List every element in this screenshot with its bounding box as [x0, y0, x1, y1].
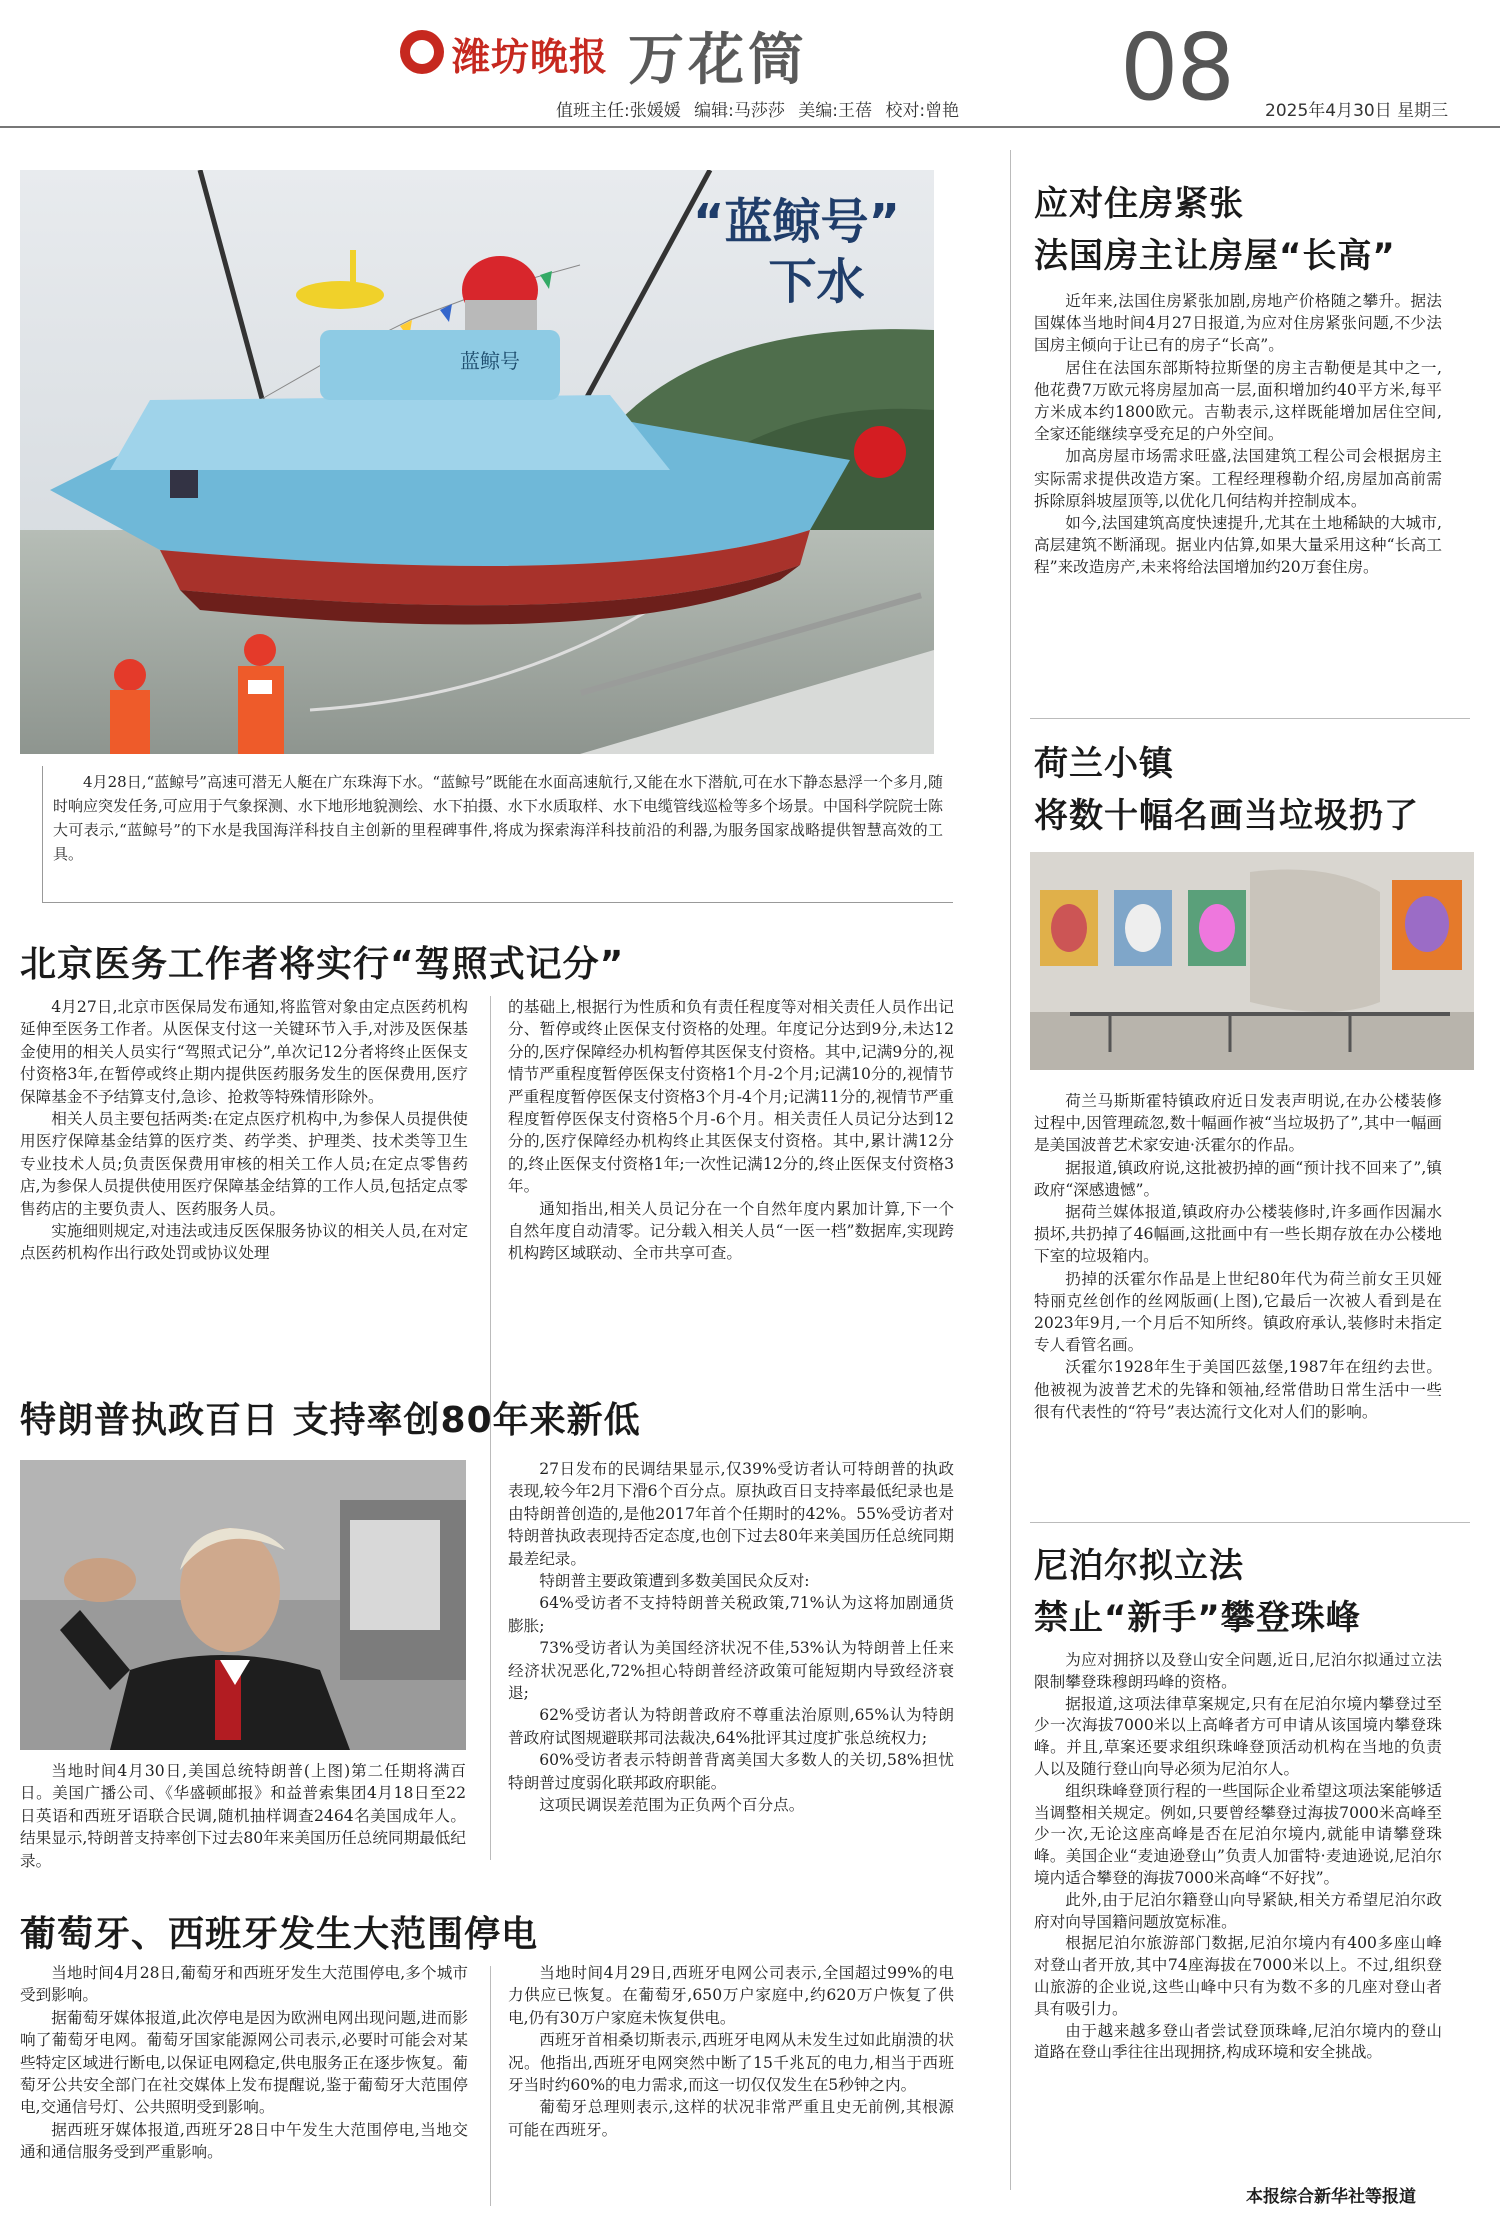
blackout-paragraph: 当地时间4月29日,西班牙电网公司表示,全国超过99%的电力供应已恢复。在葡萄牙,650万户家庭中,约620万户恢复了供电,仍有30万户家庭未恢复供电。 — [508, 1964, 954, 2027]
nepal-title-line1: 尼泊尔拟立法 — [1034, 1546, 1244, 1586]
france-title-line2: 法国房主让房屋“长高” — [1034, 236, 1396, 276]
trump-paragraph: 64%受访者不支持特朗普关税政策,71%认为这将加剧通货膨胀; — [508, 1594, 954, 1635]
newspaper-name: 潍坊晚报 — [452, 35, 609, 79]
dutch-paragraph: 扔掉的沃霍尔作品是上世纪80年代为荷兰前女王贝娅特丽克丝创作的丝网版画(上图),它最后一次被人看到是在2023年9月,一个月后不知所终。镇政府承认,装修时未指定专人看管名画。 — [1034, 1269, 1442, 1355]
france-title-line1: 应对住房紧张 — [1034, 184, 1244, 224]
trump-paragraph: 73%受访者认为美国经济状况不佳,53%认为特朗普上任来经济状况恶化,72%担心特朗普经济政策可能短期内导致经济衰退; — [508, 1639, 954, 1703]
nepal-paragraph: 由于越来越多登山者尝试登顶珠峰,尼泊尔境内的登山道路在登山季往往出现拥挤,构成环境和安全挑战。 — [1034, 2021, 1442, 2062]
blackout-paragraph: 葡萄牙总理则表示,这样的状况非常严重且史无前例,其根源可能在西班牙。 — [508, 2098, 954, 2139]
trump-article-col1 — [20, 1760, 466, 1872]
nepal-paragraph: 此外,由于尼泊尔籍登山向导紧缺,相关方希望尼泊尔政府对向导国籍问题放宽标准。 — [1034, 1890, 1442, 1931]
blue-whale-caption — [42, 766, 953, 903]
dutch-article-body — [1034, 1090, 1442, 1423]
trump-paragraph: 60%受访者表示特朗普背离美国大多数人的关切,58%担忧特朗普过度弱化联邦政府职能。 — [508, 1751, 954, 1792]
nepal-paragraph: 据报道,这项法律草案规定,只有在尼泊尔境内攀登过至少一次海拔7000米以上高峰者方可申请从该国境内攀登珠峰。并且,草案还要求组织珠峰登顶活动机构在当地的负责人以及随行登山向导必须为尼泊尔人。 — [1034, 1694, 1442, 1778]
right-column-divider — [1010, 150, 1011, 2190]
medical-article-title: 北京医务工作者将实行“驾照式记分” — [20, 944, 625, 985]
trump-paragraph: 62%受访者认为特朗普政府不尊重法治原则,65%认为特朗普政府试图规避联邦司法裁决,64%批评其过度扩张总统权力; — [508, 1706, 954, 1747]
dutch-paragraph: 据荷兰媒体报道,镇政府办公楼装修时,许多画作因漏水损坏,共扔掉了46幅画,这批画中有一些长期存放在办公楼地下室的垃圾箱内。 — [1034, 1203, 1442, 1266]
nepal-paragraph: 根据尼泊尔旅游部门数据,尼泊尔境内有400多座山峰对登山者开放,其中74座海拔在7000米以上。不过,组织登山旅游的企业说,这些山峰中只有为数不多的几座对登山者具有吸引力。 — [1034, 1934, 1442, 2018]
gallery-illustration — [1030, 852, 1474, 1070]
trump-paragraph: 27日发布的民调结果显示,仅39%受访者认可特朗普的执政表现,较今年2月下滑6个百分点。原执政百日支持率最低纪录也是由特朗普创造的,是他2017年首个任期时的42%。55%受访者对特朗普执政表现持否定态度,也创下过去80年来美国历任总统同期最差纪录。 — [508, 1460, 954, 1568]
blackout-article-col2 — [508, 1962, 954, 2141]
trump-photo-illustration — [20, 1460, 466, 1750]
dutch-paragraph: 荷兰马斯斯霍特镇政府近日发表声明说,在办公楼装修过程中,因管理疏忽,数十幅画作被“当垃圾扔了”,其中一幅画是美国波普艺术家安迪·沃霍尔的作品。 — [1034, 1092, 1442, 1155]
medical-paragraph: 通知指出,相关人员记分在一个自然年度内累加计算,下一个自然年度自动清零。记分载入相关人员“一医一档”数据库,实现跨机构跨区域联动、全市共享可查。 — [508, 1199, 954, 1263]
france-paragraph: 近年来,法国住房紧张加剧,房地产价格随之攀升。据法国媒体当地时间4月27日报道,为应对住房紧张问题,不少法国房主倾向于让已有的房子“长高”。 — [1034, 292, 1442, 355]
blue-whale-caption-text: 4月28日,“蓝鲸号”高速可潜无人艇在广东珠海下水。“蓝鲸号”既能在水面高速航行,又能在水下潜航,可在水下静态悬浮一个多月,随时响应突发任务,可应用于气象探测、水下地形地貌测绘、水下拍摄、水下水质取样、水下电缆管线巡检等多个场景。中国科学院院士陈大可表示,“蓝鲸号”的下水是我国海洋科技自主创新的里程碑事件,将成为探索海洋科技前沿的利器,为服务国家战略提供智慧高效的工具。 — [53, 773, 943, 863]
blackout-paragraph: 西班牙首相桑切斯表示,西班牙电网从未发生过如此崩溃的状况。他指出,西班牙电网突然中断了15千兆瓦的电力,相当于西班牙当时约60%的电力需求,而这一切仅仅发生在5秒钟之内。 — [508, 2031, 954, 2095]
section-title: 万花筒 — [628, 27, 808, 93]
warhol-gallery-photo — [1030, 852, 1474, 1070]
trump-paragraph: 当地时间4月30日,美国总统特朗普(上图)第二任期将满百日。美国广播公司、《华盛顿邮报》和益普索集团4月18日至22日英语和西班牙语联合民调,随机抽样调查2464名美国成年人。结果显示,特朗普支持率创下过去80年来美国历任总统同期最低纪录。 — [20, 1762, 466, 1870]
trump-article-col2 — [508, 1458, 954, 1817]
france-paragraph: 居住在法国东部斯特拉斯堡的房主吉勒便是其中之一,他花费7万欧元将房屋加高一层,面积增加约40平方米,每平方米成本约1800欧元。吉勒表示,这样既能增加居住空间,全家还能继续享受充足的户外空间。 — [1034, 358, 1442, 444]
page-number: 08 — [1120, 14, 1234, 121]
column-divider — [490, 1460, 491, 1860]
dutch-title-line2: 将数十幅名画当垃圾扔了 — [1034, 796, 1419, 836]
editor-credits: 值班主任:张媛媛 编辑:马莎莎 美编:王蓓 校对:曾艳 — [556, 101, 960, 121]
nepal-article-title — [1034, 1540, 1361, 1644]
france-paragraph: 加高房屋市场需求旺盛,法国建筑工程公司会根据房主实际需求提供改造方案。工程经理穆勒介绍,房屋加高前需拆除原斜坡屋顶等,以优化几何结构并控制成本。 — [1034, 447, 1442, 510]
dutch-paragraph: 沃霍尔1928年生于美国匹兹堡,1987年在纽约去世。他被视为波普艺术的先锋和领袖,经常借助日常生活中一些很有代表性的“符号”表达流行文化对人们的影响。 — [1034, 1358, 1442, 1421]
issue-date: 2025年4月30日 星期三 — [1265, 101, 1449, 121]
france-article-body — [1034, 290, 1442, 579]
masthead-rule — [0, 126, 1500, 128]
dutch-paragraph: 据报道,镇政府说,这批被扔掉的画“预计找不回来了”,镇政府“深感遗憾”。 — [1034, 1158, 1442, 1199]
medical-article-col1 — [20, 996, 468, 1265]
france-paragraph: 如今,法国建筑高度快速提升,尤其在土地稀缺的大城市,高层建筑不断涌现。据业内估算,如果大量采用这种“长高工程”来改造房产,未来将给法国增加约20万套住房。 — [1034, 514, 1442, 577]
blackout-paragraph: 据葡萄牙媒体报道,此次停电是因为欧洲电网出现问题,进而影响了葡萄牙电网。葡萄牙国家能源网公司表示,必要时可能会对某些特定区域进行断电,以保证电网稳定,供电服务正在逐步恢复。葡萄牙公共安全部门在社交媒体上发布提醒说,鉴于葡萄牙大范围停电,交通信号灯、公共照明受到影响。 — [20, 2008, 468, 2117]
hull-name-text: 蓝鲸号 — [460, 351, 520, 373]
medical-paragraph: 的基础上,根据行为性质和负有责任程度等对相关责任人员作出记分、暂停或终止医保支付资格的处理。年度记分达到9分,未达12分的,医疗保障经办机构暂停其医保支付资格。其中,记满9分的,视情节严重程度暂停医保支付资格1个月-2个月;记满10分的,视情节严重程度暂停医保支付资格3个月-4个月;记满11分的,视情节严重程度暂停医保支付资格5个月-6个月。相关责任人员记分达到12分的,医疗保障经办机构终止其医保支付资格。其中,累计满12分的,终止医保支付资格1年;一次性记满12分的,终止医保支付资格3年。 — [508, 998, 954, 1196]
section-divider — [1030, 1522, 1470, 1523]
column-divider — [490, 1966, 491, 2206]
trump-paragraph: 这项民调误差范围为正负两个百分点。 — [539, 1796, 805, 1815]
newspaper-logo-icon — [400, 30, 444, 74]
blackout-paragraph: 据西班牙媒体报道,西班牙28日中午发生大范围停电,当地交通和通信服务受到严重影响。 — [20, 2120, 468, 2162]
nepal-article-body — [1034, 1650, 1442, 2064]
blue-whale-title-line1: “蓝鲸号” — [692, 194, 900, 250]
section-divider — [1030, 718, 1470, 719]
france-article-title — [1034, 178, 1396, 282]
dutch-title-line1: 荷兰小镇 — [1034, 744, 1174, 784]
blackout-paragraph: 当地时间4月28日,葡萄牙和西班牙发生大范围停电,多个城市受到影响。 — [20, 1964, 468, 2005]
blackout-article-col1 — [20, 1962, 468, 2164]
medical-paragraph: 相关人员主要包括两类:在定点医疗机构中,为参保人员提供使用医疗保障基金结算的医疗类、药学类、护理类、技术类等卫生专业技术人员;负责医保费用审核的相关工作人员;在定点零售药店,为参保人员提供使用医疗保障基金结算的工作人员,包括定点零售药店的主要负责人、医药服务人员。 — [20, 1110, 468, 1218]
source-credit: 本报综合新华社等报道 — [1246, 2187, 1416, 2207]
dutch-article-title — [1034, 738, 1419, 842]
trump-article-title-visible: 特朗普执政百日 支持率创80年来新低 — [20, 1400, 641, 1441]
nepal-paragraph: 为应对拥挤以及登山安全问题,近日,尼泊尔拟通过立法限制攀登珠穆朗玛峰的资格。 — [1034, 1651, 1442, 1691]
medical-paragraph: 4月27日,北京市医保局发布通知,将监管对象由定点医药机构延伸至医务工作者。从医保支付这一关键环节入手,对涉及医保基金使用的相关人员实行“驾照式记分”,单次记12分者将终止医保支付资格3年,在暂停或终止期内提供医药服务发生的医保费用,医疗保障基金不予结算支付,急诊、抢救等特殊情形除外。 — [20, 998, 468, 1106]
blue-whale-title-line2: 下水 — [768, 254, 865, 310]
nepal-title-line2: 禁止“新手”攀登珠峰 — [1034, 1598, 1361, 1638]
trump-photo — [20, 1460, 466, 1750]
trump-paragraph: 特朗普主要政策遭到多数美国民众反对: — [539, 1572, 810, 1591]
blackout-article-title: 葡萄牙、西班牙发生大范围停电 — [20, 1914, 539, 1955]
blue-whale-title — [693, 192, 900, 312]
blue-whale-photo — [20, 170, 934, 754]
nepal-paragraph: 组织珠峰登顶行程的一些国际企业希望这项法案能够适当调整相关规定。例如,只要曾经攀登过海拔7000米高峰至少一次,无论这座高峰是否在尼泊尔境内,就能申请攀登珠峰。美国企业“麦迪逊登山”负责人加雷特·麦迪逊说,尼泊尔境内适合攀登的海拔7000米高峰“不好找”。 — [1034, 1781, 1442, 1887]
medical-article-col2 — [508, 996, 954, 1265]
medical-paragraph: 实施细则规定,对违法或违反医保服务协议的相关人员,在对定点医药机构作出行政处罚或协议处理 — [20, 1222, 468, 1263]
